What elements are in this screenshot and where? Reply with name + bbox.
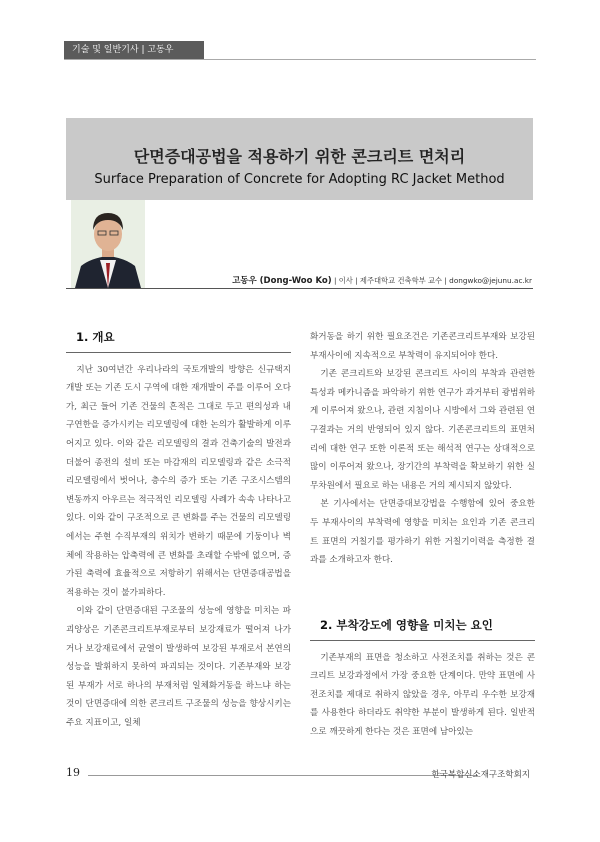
author-name: 고동우 (Dong-Woo Ko): [232, 276, 332, 286]
section2-rule: [310, 640, 535, 641]
section2-block: [310, 616, 535, 742]
footer-rule: [88, 775, 478, 776]
page-number: 19: [66, 766, 80, 779]
section2-paragraph: 기존부재의 표면을 청소하고 사전조치를 취하는 것은 콘크리트 보강과정에서 가장 중요한 단계이다. 만약 표면에 사전조치를 제대로 취하지 않았을 경우, 아무리 우수한 보강재를 사용한다 하더라도 취약한 부분이 발생하게 된다. 일반적으로 깨끗하게 한다는 것은 표면에 남아있는: [310, 652, 535, 737]
author-rule: [66, 288, 533, 289]
author-photo-illustration: [71, 200, 145, 288]
title-english: Surface Preparation of Concrete for Adopting RC Jacket Method: [94, 172, 505, 187]
header-rule: [64, 59, 536, 60]
author-line: [232, 274, 532, 286]
author-sep: |: [333, 276, 339, 285]
left-column: [66, 328, 291, 732]
section-tab: [64, 41, 204, 59]
journal-name: 한국복합신소재구조학회지: [431, 770, 530, 780]
title-korean: 단면증대공법을 적용하기 위한 콘크리트 면처리: [133, 147, 466, 166]
right-paragraph: 기존 콘크리트와 보강된 콘크리트 사이의 부착과 관련한 특성과 메카니즘을 파악하기 위한 연구가 과거부터 광범위하게 이루어져 왔으나, 관련 지침이나 시방에서 그와 관련된 연구결과는 거의 반영되어 있지 않다. 기존콘크리트의 표면처리에 대한 연구 또한 이론적 또는 해석적 연구는 상대적으로 많이 이루어져 왔으나, 장기간의 부착력을 확보하기 위한 실무차원에서 필요로 하는 내용은 거의 제시되지 않았다.: [310, 369, 535, 491]
author-photo: [71, 200, 145, 288]
section1-rule: [66, 352, 291, 353]
section1-paragraph: 지난 30여년간 우리나라의 국토개발의 방향은 신규택지개발 또는 기존 도시 구역에 대한 재개발이 주를 이루어 오다가, 최근 들어 기존 건물의 흔적은 그대로 두고 편의성과 내구연한을 증가시키는 리모델링에 대한 논의가 활발하게 이루어지고 있다. 이와 같은 리모델링의 결과 건축기술의 발전과 더불어 종전의 설비 또는 마감재의 리모델링과 같은 소극적 리모델링에서 벗어나, 층수의 증가 또는 기존 구조시스템의 변동까지 아우르는 적극적인 리모델링 사례가 속속 나타나고 있다. 이와 같이 구조적으로 큰 변화를 주는 건물의 리모델링에서는 주현 수직부재의 위치가 변하기 때문에 기둥이나 벽체에 작용하는 압축력에 큰 변화를 초래할 수밖에 없으며, 증가된 축력에 효율적으로 저항하기 위해서는 단면증대공법을 적용하는 것이 불가피하다.: [66, 364, 291, 598]
section-label: 기술 및 일반기사: [72, 45, 139, 55]
section1-paragraph: 이와 같이 단면증대된 구조물의 성능에 영향을 미치는 파괴양상은 기존콘크리트부재로부터 보강재료가 떨어져 나가거나 보강재료에서 균열이 발생하여 보강된 부재로서 본연의 성능을 발휘하지 못하여 파괴되는 것이다. 기존부재와 보강된 부재가 서로 하나의 부재처럼 일체화거동을 하느냐 하는 것이 단면증대에 의한 콘크리트 구조물의 성능을 향상시키는 주요 지표이고, 일체: [66, 606, 291, 728]
author-info: 이사 | 제주대학교 건축학부 교수 | dongwko@jejunu.ac.kr: [338, 276, 532, 285]
header-author: 고동우: [147, 45, 174, 55]
tab-divider: |: [141, 45, 148, 55]
section1-heading: 1. 개요: [76, 330, 115, 344]
right-column: [310, 328, 535, 570]
right-paragraph: 본 기사에서는 단면증대보강법을 수행함에 있어 중요한 두 부재사이의 부착력에 영향을 미치는 요인과 기존 콘크리트 표면의 거칠기를 평가하기 위한 거칠기이력을 측정한 결과를 소개하고자 한다.: [310, 499, 535, 566]
right-paragraph: 화거동을 하기 위한 필요조건은 기존콘크리트부재와 보강된 부재사이에 지속적으로 부착력이 유지되어야 한다.: [310, 332, 535, 361]
section2-heading: 2. 부착강도에 영향을 미치는 요인: [320, 618, 493, 632]
